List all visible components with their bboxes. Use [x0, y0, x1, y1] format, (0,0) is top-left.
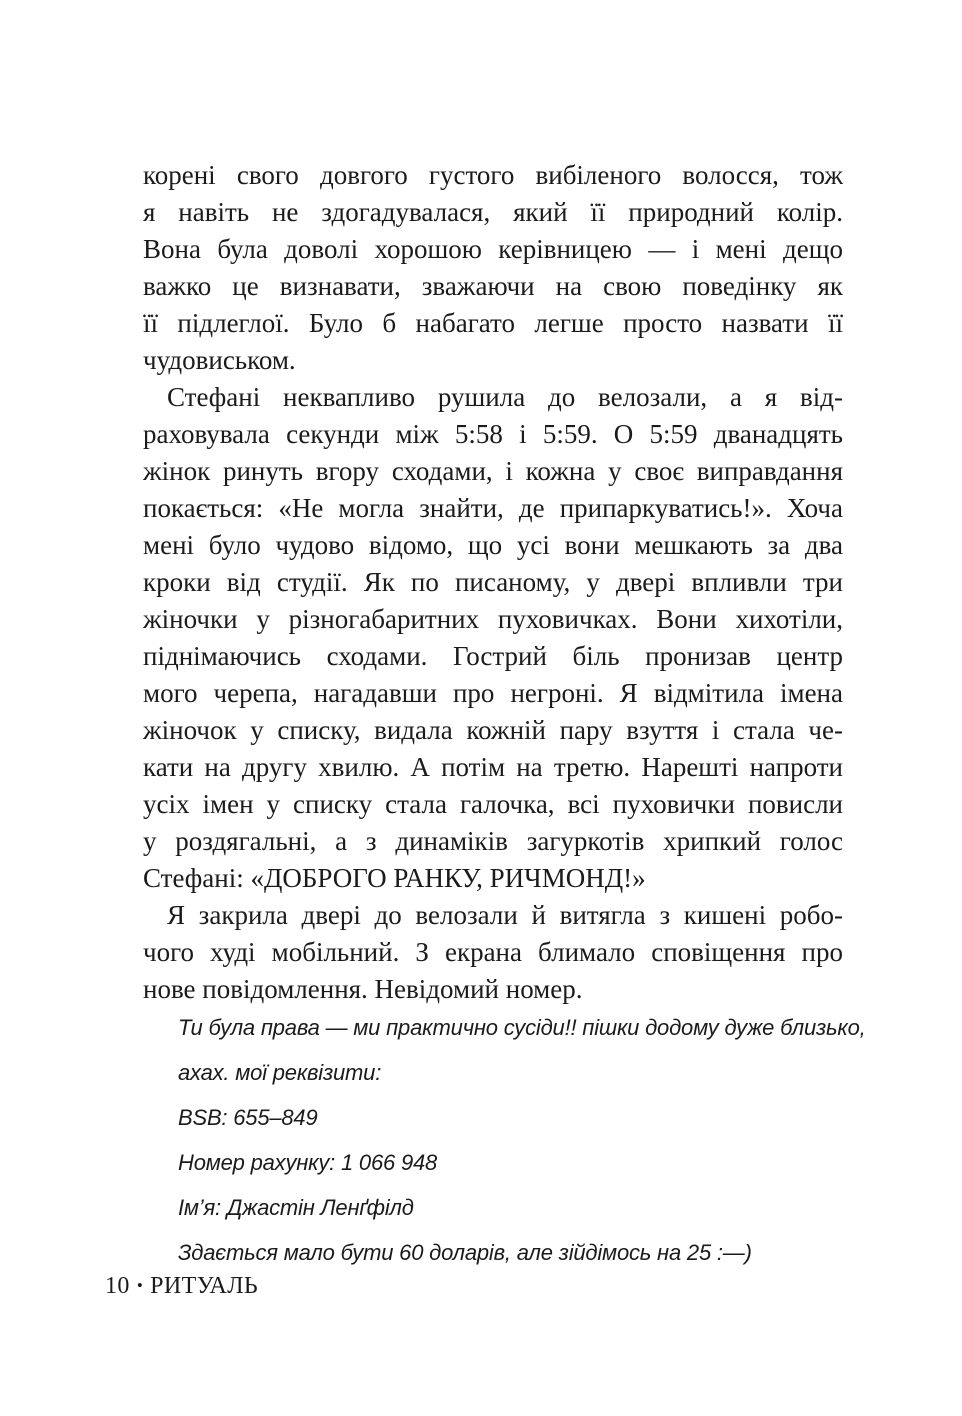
text-line: мого черепа, нагадавши про негроні. Я відмітила імена [143, 678, 843, 708]
page-text-block [143, 157, 843, 1008]
running-title: РИТУАЛЬ [150, 1273, 259, 1299]
text-line: покається: «Не могла знайти, де припаркуватись!». Хоча [143, 493, 843, 523]
text-line: її підлеглої. Було б набагато легше просто назвати її [143, 308, 843, 338]
text-message-block [178, 1005, 868, 1275]
text-line: кроки від студії. Як по писаному, у двері впливли три [143, 567, 843, 597]
paragraph [143, 157, 843, 379]
text-line: жінок ринуть вгору сходами, і кожна у своє виправдання [143, 456, 843, 486]
text-line: кати на другу хвилю. А потім на третю. Нарешті напроти [143, 752, 843, 782]
text-line: мені було чудово відомо, що усі вони мешкають за два [143, 530, 843, 560]
text-line: у роздягальні, а з динаміків загуркотів хрипкий голос [143, 826, 843, 856]
text-line: Стефані: «ДОБРОГО РАНКУ, РИЧМОНД!» [143, 863, 646, 893]
text-line: Стефані неквапливо рушила до велозали, а я від- [167, 382, 843, 412]
text-line: усіх імен у списку стала галочка, всі пуховички повисли [143, 789, 843, 819]
text-line: чудовиськом. [143, 345, 296, 375]
sms-line: Ім’я: Джастін Ленґфілд [178, 1195, 414, 1220]
text-line: я навіть не здогадувалася, який її природний колір. [143, 197, 843, 227]
page-number: 10 [105, 1273, 130, 1299]
text-line: Я закрила двері до велозали й витягла з кишені робо- [167, 900, 843, 930]
sms-line: BSB: 655–849 [178, 1105, 318, 1130]
footer-bullet: • [136, 1276, 144, 1295]
text-line: чого худі мобільний. З екрана блимало сповіщення про [143, 937, 843, 967]
text-line: піднімаючись сходами. Гострий біль пронизав центр [143, 641, 843, 671]
sms-line: ахах. мої реквізити: [178, 1060, 382, 1085]
page-footer [105, 1272, 258, 1300]
paragraph [143, 379, 843, 897]
text-line: корені свого довгого густого вибіленого волосся, тож [143, 160, 843, 190]
text-line: жіночок у списку, видала кожній пару взуття і стала че- [143, 715, 843, 745]
text-line: раховувала секунди між 5:58 і 5:59. О 5:59 дванадцять [143, 419, 843, 449]
text-line: жіночки у різногабаритних пуховичках. Вони хихотіли, [143, 604, 843, 634]
sms-line: Ти була права — ми практично сусіди!! пішки додому дуже близько, [178, 1015, 866, 1040]
paragraph [143, 897, 843, 1008]
text-line: нове повідомлення. Невідомий номер. [143, 974, 583, 1004]
sms-line: Здається мало бути 60 доларів, але зійдімось на 25 :—) [178, 1240, 752, 1265]
text-line: Вона була доволі хорошою керівницею — і мені дещо [143, 234, 843, 264]
sms-line: Номер рахунку: 1 066 948 [178, 1150, 438, 1175]
text-line: важко це визнавати, зважаючи на свою поведінку як [143, 271, 843, 301]
